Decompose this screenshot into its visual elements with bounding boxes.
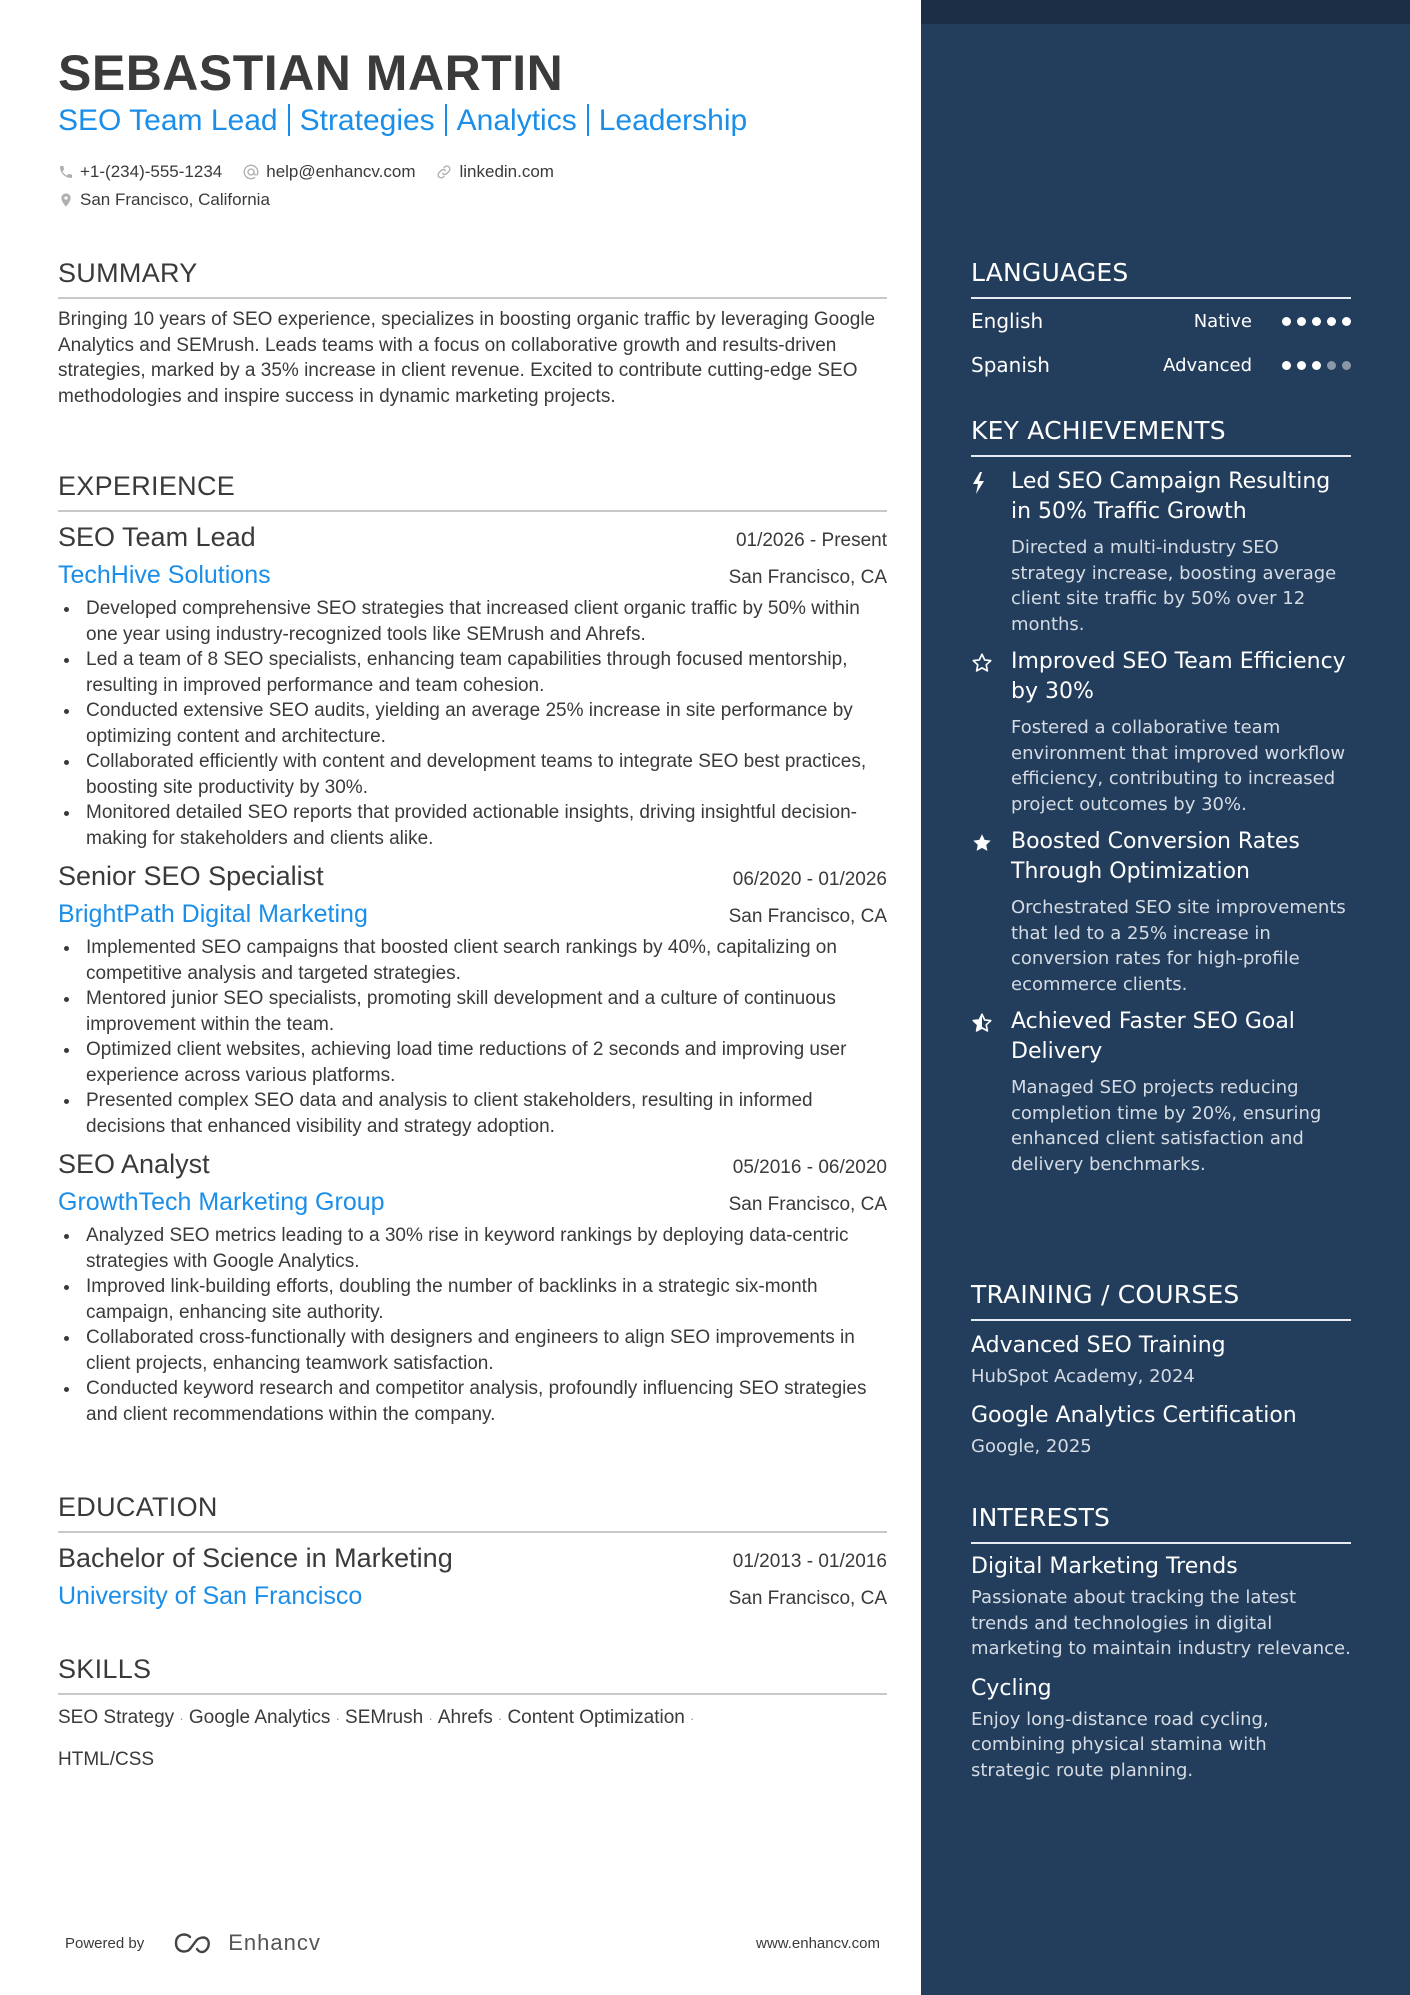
job-location: San Francisco, CA	[728, 567, 887, 588]
language-level: Advanced	[1163, 354, 1252, 376]
enhancv-logo[interactable]	[172, 1930, 321, 1956]
course-provider: HubSpot Academy, 2024	[971, 1366, 1195, 1387]
divider	[445, 104, 447, 136]
school-name: University of San Francisco	[58, 1582, 363, 1610]
brand-name: Enhancv	[228, 1930, 321, 1955]
proficiency-dots	[1282, 361, 1351, 370]
headline-item: Strategies	[299, 104, 435, 137]
achievement-item	[971, 1007, 1351, 1177]
section-title: KEY ACHIEVEMENTS	[971, 416, 1351, 457]
achievement-desc: Orchestrated SEO site improvements that led to a 25% increase in conversion rates for high-profile ecommerce clients.	[1011, 897, 1346, 995]
job-bullets	[58, 596, 887, 851]
interest-desc: Passionate about tracking the latest trends and technologies in digital marketing to maintain industry relevance.	[971, 1587, 1351, 1659]
phone-contact[interactable]	[58, 162, 222, 182]
course-title: Google Analytics Certification	[971, 1403, 1297, 1428]
language-level: Native	[1193, 310, 1252, 332]
achievement-desc: Managed SEO projects reducing completion time by 20%, ensuring enhanced client satisfaction and delivery benchmarks.	[1011, 1077, 1322, 1175]
skills-section	[58, 1654, 887, 1781]
job-bullets	[58, 935, 887, 1139]
headline-item: Leadership	[598, 104, 748, 137]
achievement-desc: Fostered a collaborative team environment that improved workflow efficiency, contributing to increased project outcomes by 30%.	[1011, 717, 1346, 815]
job-title: SEO Analyst	[58, 1149, 210, 1179]
headline	[58, 104, 747, 138]
location-pin-icon	[58, 191, 74, 209]
job-location: San Francisco, CA	[728, 1194, 887, 1215]
bullet-item: Collaborated efficiently with content and development teams to integrate SEO best practices, boosting site productivity by 30%.	[58, 749, 887, 800]
section-title: EXPERIENCE	[58, 471, 887, 512]
bullet-item: Optimized client websites, achieving load time reductions of 2 seconds and improving user experience across various platforms.	[58, 1037, 887, 1088]
location-contact	[58, 190, 270, 210]
summary-text: Bringing 10 years of SEO experience, specializes in boosting organic traffic by leveraging Google Analytics and SEMrush. Leads teams with a focus on collaborative growth and results-driven strategies, marked by a 35% increase in client revenue. Excited to contribute cutting-edge SEO methodologies and inspire success in dynamic marketing projects.	[58, 309, 876, 407]
achievement-title: Boosted Conversion Rates Through Optimization	[1011, 829, 1300, 884]
job-dates: 01/2026 - Present	[735, 530, 887, 551]
course-title: Advanced SEO Training	[971, 1333, 1226, 1358]
skill-item: Google Analytics	[188, 1707, 331, 1728]
skill-item: Content Optimization	[507, 1707, 685, 1728]
language-item	[971, 299, 1351, 343]
course-provider: Google, 2025	[971, 1436, 1092, 1457]
bullet-item: Implemented SEO campaigns that boosted client search rankings by 40%, capitalizing on competitive analysis and targeted strategies.	[58, 935, 887, 986]
skill-item: HTML/CSS	[58, 1749, 155, 1770]
bullet-item: Mentored junior SEO specialists, promoting skill development and a culture of continuous improvement within the team.	[58, 986, 887, 1037]
candidate-name: SEBASTIAN MARTIN	[58, 45, 564, 101]
footer	[65, 1930, 880, 1956]
job-title: Senior SEO Specialist	[58, 861, 324, 891]
skill-item: SEMrush	[345, 1707, 424, 1728]
job-entry	[58, 522, 887, 851]
headline-item: Analytics	[456, 104, 577, 137]
section-title: SUMMARY	[58, 258, 887, 299]
separator-dot: ·	[689, 1710, 695, 1726]
achievement-item	[971, 827, 1351, 997]
achievement-title: Achieved Faster SEO Goal Delivery	[1011, 1009, 1295, 1064]
star-half-icon	[971, 1012, 993, 1034]
degree: Bachelor of Science in Marketing	[58, 1543, 453, 1573]
experience-section	[58, 471, 887, 1427]
interest-title: Digital Marketing Trends	[971, 1554, 1238, 1579]
bullet-item: Conducted keyword research and competitor analysis, profoundly influencing SEO strategies and client recommendations within the company.	[58, 1376, 887, 1427]
achievements-section	[971, 416, 1351, 1177]
website-link[interactable]: www.enhancv.com	[756, 1934, 880, 1952]
training-section	[971, 1280, 1351, 1457]
education-section	[58, 1492, 887, 1611]
bullet-item: Monitored detailed SEO reports that provided actionable insights, driving insightful decision-making for stakeholders and clients alike.	[58, 800, 887, 851]
section-title: SKILLS	[58, 1654, 887, 1695]
separator-dot: ·	[497, 1710, 503, 1726]
languages-section	[971, 258, 1351, 387]
bullet-item: Presented complex SEO data and analysis to client stakeholders, resulting in informed decisions that enhanced visibility and strategy adoption.	[58, 1088, 887, 1139]
headline-item: SEO Team Lead	[58, 104, 278, 137]
interests-section	[971, 1503, 1351, 1783]
achievement-title: Led SEO Campaign Resulting in 50% Traffic Growth	[1011, 469, 1331, 524]
phone-text: +1-(234)-555-1234	[80, 162, 223, 181]
bullet-item: Led a team of 8 SEO specialists, enhancing team capabilities through focused mentorship, resulting in improved performance and team cohesion.	[58, 647, 887, 698]
interest-desc: Enjoy long-distance road cycling, combining physical stamina with strategic route planning.	[971, 1708, 1269, 1781]
at-icon	[242, 163, 260, 181]
star-outline-icon	[971, 652, 993, 674]
separator-dot: ·	[179, 1710, 184, 1726]
skills-list	[58, 1697, 887, 1781]
skill-item: SEO Strategy	[58, 1707, 175, 1728]
education-location: San Francisco, CA	[728, 1588, 887, 1609]
proficiency-dots	[1282, 317, 1351, 326]
bullet-item: Analyzed SEO metrics leading to a 30% rise in keyword rankings by deploying data-centric strategies with Google Analytics.	[58, 1223, 887, 1274]
language-name: Spanish	[971, 353, 1050, 377]
separator-dot: ·	[428, 1710, 433, 1726]
job-entry	[58, 1149, 887, 1427]
skill-item: Ahrefs	[437, 1707, 493, 1728]
section-title: INTERESTS	[971, 1503, 1351, 1544]
bullet-item: Collaborated cross-functionally with designers and engineers to align SEO improvements in client projects, enhancing teamwork satisfaction.	[58, 1325, 887, 1376]
divider	[288, 104, 290, 136]
sidebar-top-band	[921, 0, 1410, 24]
job-entry	[58, 861, 887, 1139]
achievement-desc: Directed a multi-industry SEO strategy increase, boosting average client site traffic by 50% over 12 months.	[1011, 537, 1337, 635]
interest-title: Cycling	[971, 1675, 1052, 1701]
achievement-item	[971, 467, 1351, 637]
company-name: BrightPath Digital Marketing	[58, 900, 368, 928]
enhancv-logo-icon	[172, 1931, 218, 1955]
separator-dot: ·	[335, 1710, 341, 1726]
bullet-item: Developed comprehensive SEO strategies that increased client organic traffic by 50% within one year using industry-recognized tools like SEMrush and Ahrefs.	[58, 596, 887, 647]
job-dates: 06/2020 - 01/2026	[732, 869, 887, 890]
email-contact[interactable]	[242, 162, 415, 182]
link-icon	[435, 163, 453, 181]
achievement-item	[971, 647, 1351, 817]
lightning-icon	[971, 472, 987, 494]
language-item	[971, 343, 1351, 387]
email-text: help@enhancv.com	[266, 162, 416, 181]
powered-by-label: Powered by	[65, 1934, 145, 1952]
bullet-item: Conducted extensive SEO audits, yielding an average 25% increase in site performance by optimizing content and architecture.	[58, 698, 887, 749]
language-name: English	[971, 309, 1044, 333]
location-text: San Francisco, California	[80, 190, 270, 209]
job-location: San Francisco, CA	[728, 906, 887, 927]
summary-section	[58, 258, 887, 409]
section-title: TRAINING / COURSES	[971, 1280, 1351, 1321]
company-name: TechHive Solutions	[58, 561, 271, 589]
education-dates: 01/2013 - 01/2016	[732, 1551, 887, 1572]
education-entry	[58, 1543, 887, 1611]
section-title: LANGUAGES	[971, 258, 1351, 299]
star-filled-icon	[971, 832, 993, 854]
company-name: GrowthTech Marketing Group	[58, 1188, 385, 1216]
linkedin-text: linkedin.com	[459, 162, 554, 181]
linkedin-contact[interactable]	[435, 162, 554, 182]
job-bullets	[58, 1223, 887, 1427]
contact-info	[58, 158, 574, 214]
job-title: SEO Team Lead	[58, 522, 256, 552]
job-dates: 05/2016 - 06/2020	[732, 1157, 887, 1178]
divider	[587, 104, 589, 136]
section-title: EDUCATION	[58, 1492, 887, 1533]
achievement-title: Improved SEO Team Efficiency by 30%	[1011, 649, 1346, 704]
bullet-item: Improved link-building efforts, doubling the number of backlinks in a strategic six-month campaign, enhancing site authority.	[58, 1274, 887, 1325]
phone-icon	[58, 164, 74, 180]
